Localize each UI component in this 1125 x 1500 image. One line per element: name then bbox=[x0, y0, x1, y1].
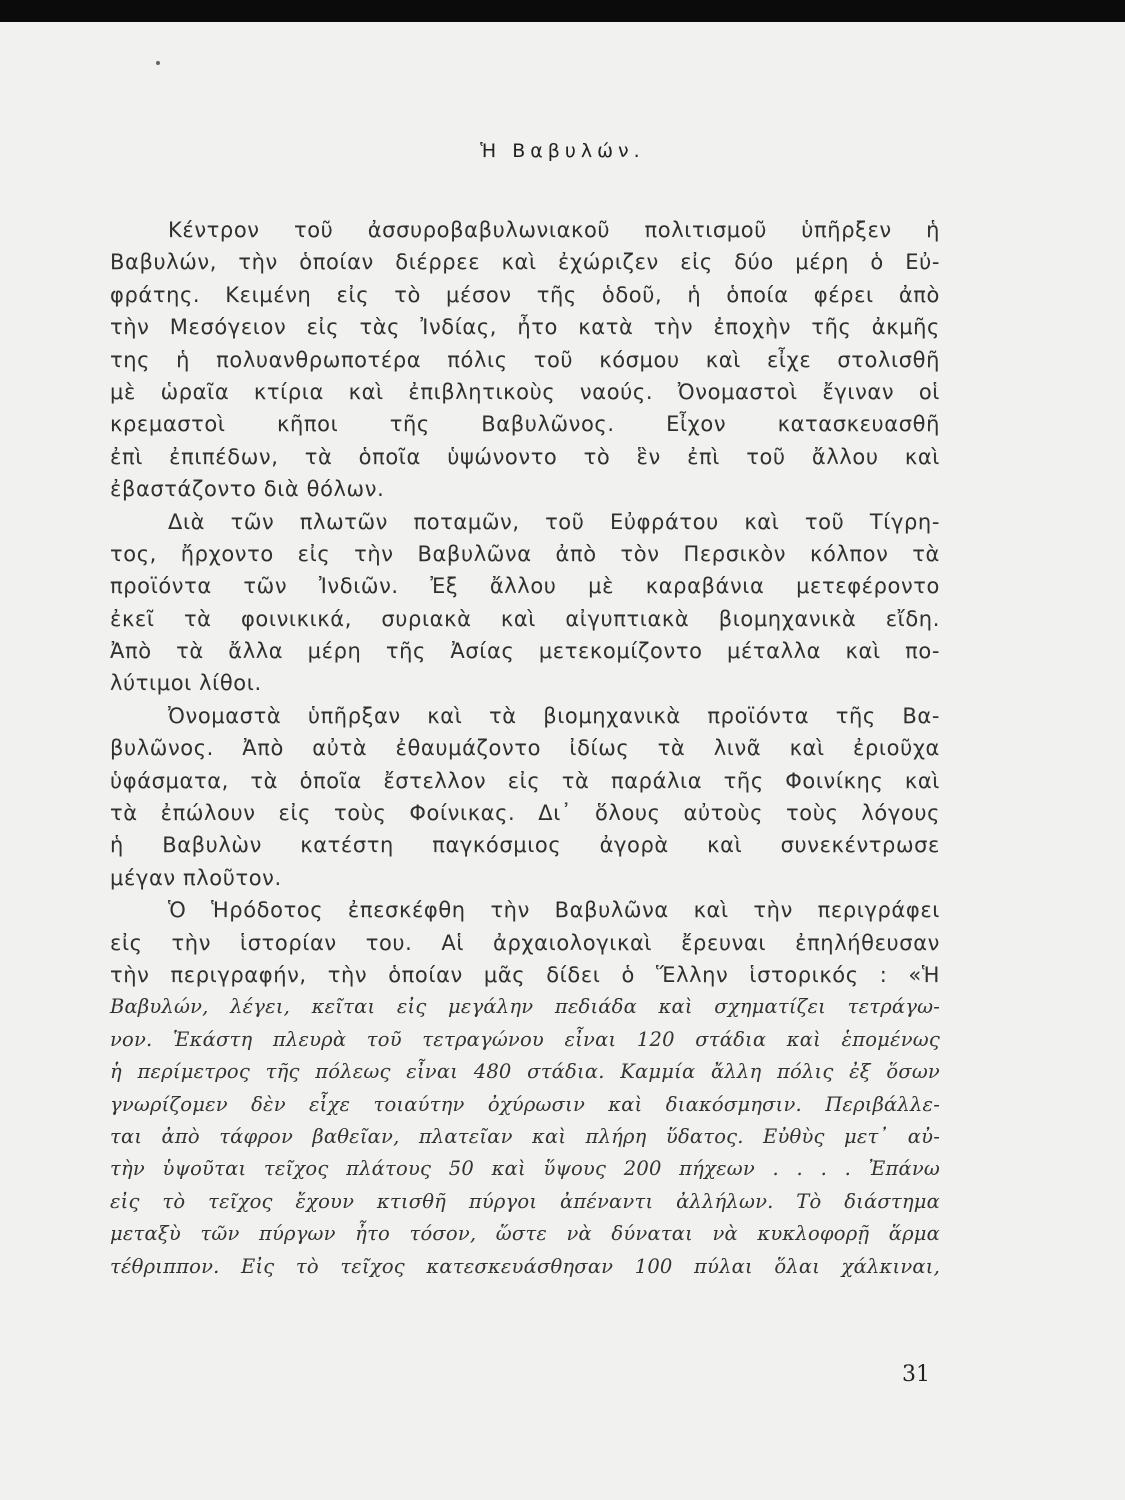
text-line: ὑφάσματα, τὰ ὁποῖα ἔστελλον εἰς τὰ παράλια τῆς Φοινίκης καὶ bbox=[110, 768, 940, 793]
text-line: μὲ ὡραῖα κτίρια καὶ ἐπιβλητικοὺς ναούς. Ὀνομαστοὶ ἔγιναν οἱ bbox=[110, 379, 940, 404]
page-title: Ἡ Βαβυλών. bbox=[480, 140, 645, 162]
text-line: Ὀνομαστὰ ὑπῆρξαν καὶ τὰ βιομηχανικὰ προϊόντα τῆς Βα- bbox=[168, 703, 940, 728]
quote-line: γνωρίζομεν δὲν εἶχε τοιαύτην ὀχύρωσιν καὶ διακόσμησιν. Περιβάλλε- bbox=[110, 1092, 940, 1116]
text-line: ἐβαστάζοντο διὰ θόλων. bbox=[110, 477, 385, 502]
text-line: Ἀπὸ τὰ ἄλλα μέρη τῆς Ἀσίας μετεκομίζοντο μέταλλα καὶ πο- bbox=[110, 639, 940, 664]
quote-line: μεταξὺ τῶν πύργων ἦτο τόσον, ὥστε νὰ δύναται νὰ κυκλοφορῇ ἅρμα bbox=[110, 1222, 940, 1246]
text-line: Κέντρον τοῦ ἀσσυροβαβυλωνιακοῦ πολιτισμοῦ ὑπῆρξεν ἡ bbox=[168, 218, 940, 242]
quote-line: τὴν ὑψοῦται τεῖχος πλάτους 50 καὶ ὕψους 200 πήχεων . . . . Ἐπάνω bbox=[110, 1157, 940, 1181]
text-line: προϊόντα τῶν Ἰνδιῶν. Ἐξ ἄλλου μὲ καραβάνια μετεφέροντο bbox=[110, 574, 940, 599]
text-line: τὰ ἐπώλουν εἰς τοὺς Φοίνικας. Δι᾽ ὅλους αὐτοὺς τοὺς λόγους bbox=[110, 801, 940, 826]
text-line: βυλῶνος. Ἀπὸ αὐτὰ ἐθαυμάζοντο ἰδίως τὰ λινᾶ καὶ ἐριοῦχα bbox=[110, 736, 940, 761]
scan-speck bbox=[156, 61, 160, 65]
text-line: κρεμαστοὶ κῆποι τῆς Βαβυλῶνος. Εἶχον κατασκευασθῆ bbox=[110, 412, 940, 437]
text-line: εἰς τὴν ἱστορίαν του. Αἱ ἀρχαιολογικαὶ ἔρευναι ἐπηλήθευσαν bbox=[110, 930, 940, 955]
text-line: ἡ Βαβυλὼν κατέστη παγκόσμιος ἀγορὰ καὶ συνεκέντρωσε bbox=[110, 833, 940, 858]
text-line: ἐκεῖ τὰ φοινικικά, συριακὰ καὶ αἰγυπτιακὰ βιομηχανικὰ εἴδη. bbox=[110, 606, 940, 631]
quote-line: Βαβυλών, λέγει, κεῖται εἰς μεγάλην πεδιάδα καὶ σχηματίζει τετράγω- bbox=[110, 995, 940, 1019]
text-line: τὴν περιγραφήν, τὴν ὁποίαν μᾶς δίδει ὁ Ἕλλην ἱστορικός : «Ἡ bbox=[110, 962, 940, 987]
page-number: 31 bbox=[902, 1362, 930, 1387]
scan-border-top bbox=[0, 0, 1125, 22]
quote-line: ἡ περίμετρος τῆς πόλεως εἶναι 480 στάδια. Καμμία ἄλλη πόλις ἐξ ὅσων bbox=[110, 1060, 940, 1084]
quote-line: ται ἀπὸ τάφρον βαθεῖαν, πλατεῖαν καὶ πλήρη ὕδατος. Εὐθὺς μετ᾽ αὐ- bbox=[110, 1124, 940, 1148]
text-line: μέγαν πλοῦτον. bbox=[110, 865, 282, 890]
text-line: λύτιμοι λίθοι. bbox=[110, 671, 262, 696]
text-line: της ἡ πολυανθρωποτέρα πόλις τοῦ κόσμου καὶ εἶχε στολισθῆ bbox=[110, 347, 940, 372]
quote-line: νον. Ἑκάστη πλευρὰ τοῦ τετραγώνου εἶναι 120 στάδια καὶ ἑπομένως bbox=[110, 1027, 940, 1051]
text-line: Βαβυλών, τὴν ὁποίαν διέρρεε καὶ ἐχώριζεν εἰς δύο μέρη ὁ Εὐ- bbox=[110, 250, 940, 275]
text-line: τος, ἤρχοντο εἰς τὴν Βαβυλῶνα ἀπὸ τὸν Περσικὸν κόλπον τὰ bbox=[110, 541, 940, 566]
text-line: Ὁ Ἡρόδοτος ἐπεσκέφθη τὴν Βαβυλῶνα καὶ τὴν περιγράφει bbox=[168, 898, 940, 923]
quote-line: εἰς τὸ τεῖχος ἔχουν κτισθῆ πύργοι ἀπέναντι ἀλλήλων. Τὸ διάστημα bbox=[110, 1189, 940, 1213]
text-line: τὴν Μεσόγειον εἰς τὰς Ἰνδίας, ἦτο κατὰ τὴν ἐποχὴν τῆς ἀκμῆς bbox=[110, 315, 940, 340]
text-line: ἐπὶ ἐπιπέδων, τὰ ὁποῖα ὑψώνοντο τὸ ἓν ἐπὶ τοῦ ἄλλου καὶ bbox=[110, 444, 940, 469]
text-line: φράτης. Κειμένη εἰς τὸ μέσον τῆς ὁδοῦ, ἡ ὁποία φέρει ἀπὸ bbox=[110, 282, 940, 307]
quote-line: τέθριππον. Εἰς τὸ τεῖχος κατεσκευάσθησαν 100 πύλαι ὅλαι χάλκιναι, bbox=[110, 1254, 940, 1278]
text-body bbox=[110, 214, 940, 1283]
text-line: Διὰ τῶν πλωτῶν ποταμῶν, τοῦ Εὐφράτου καὶ τοῦ Τίγρη- bbox=[168, 509, 940, 534]
